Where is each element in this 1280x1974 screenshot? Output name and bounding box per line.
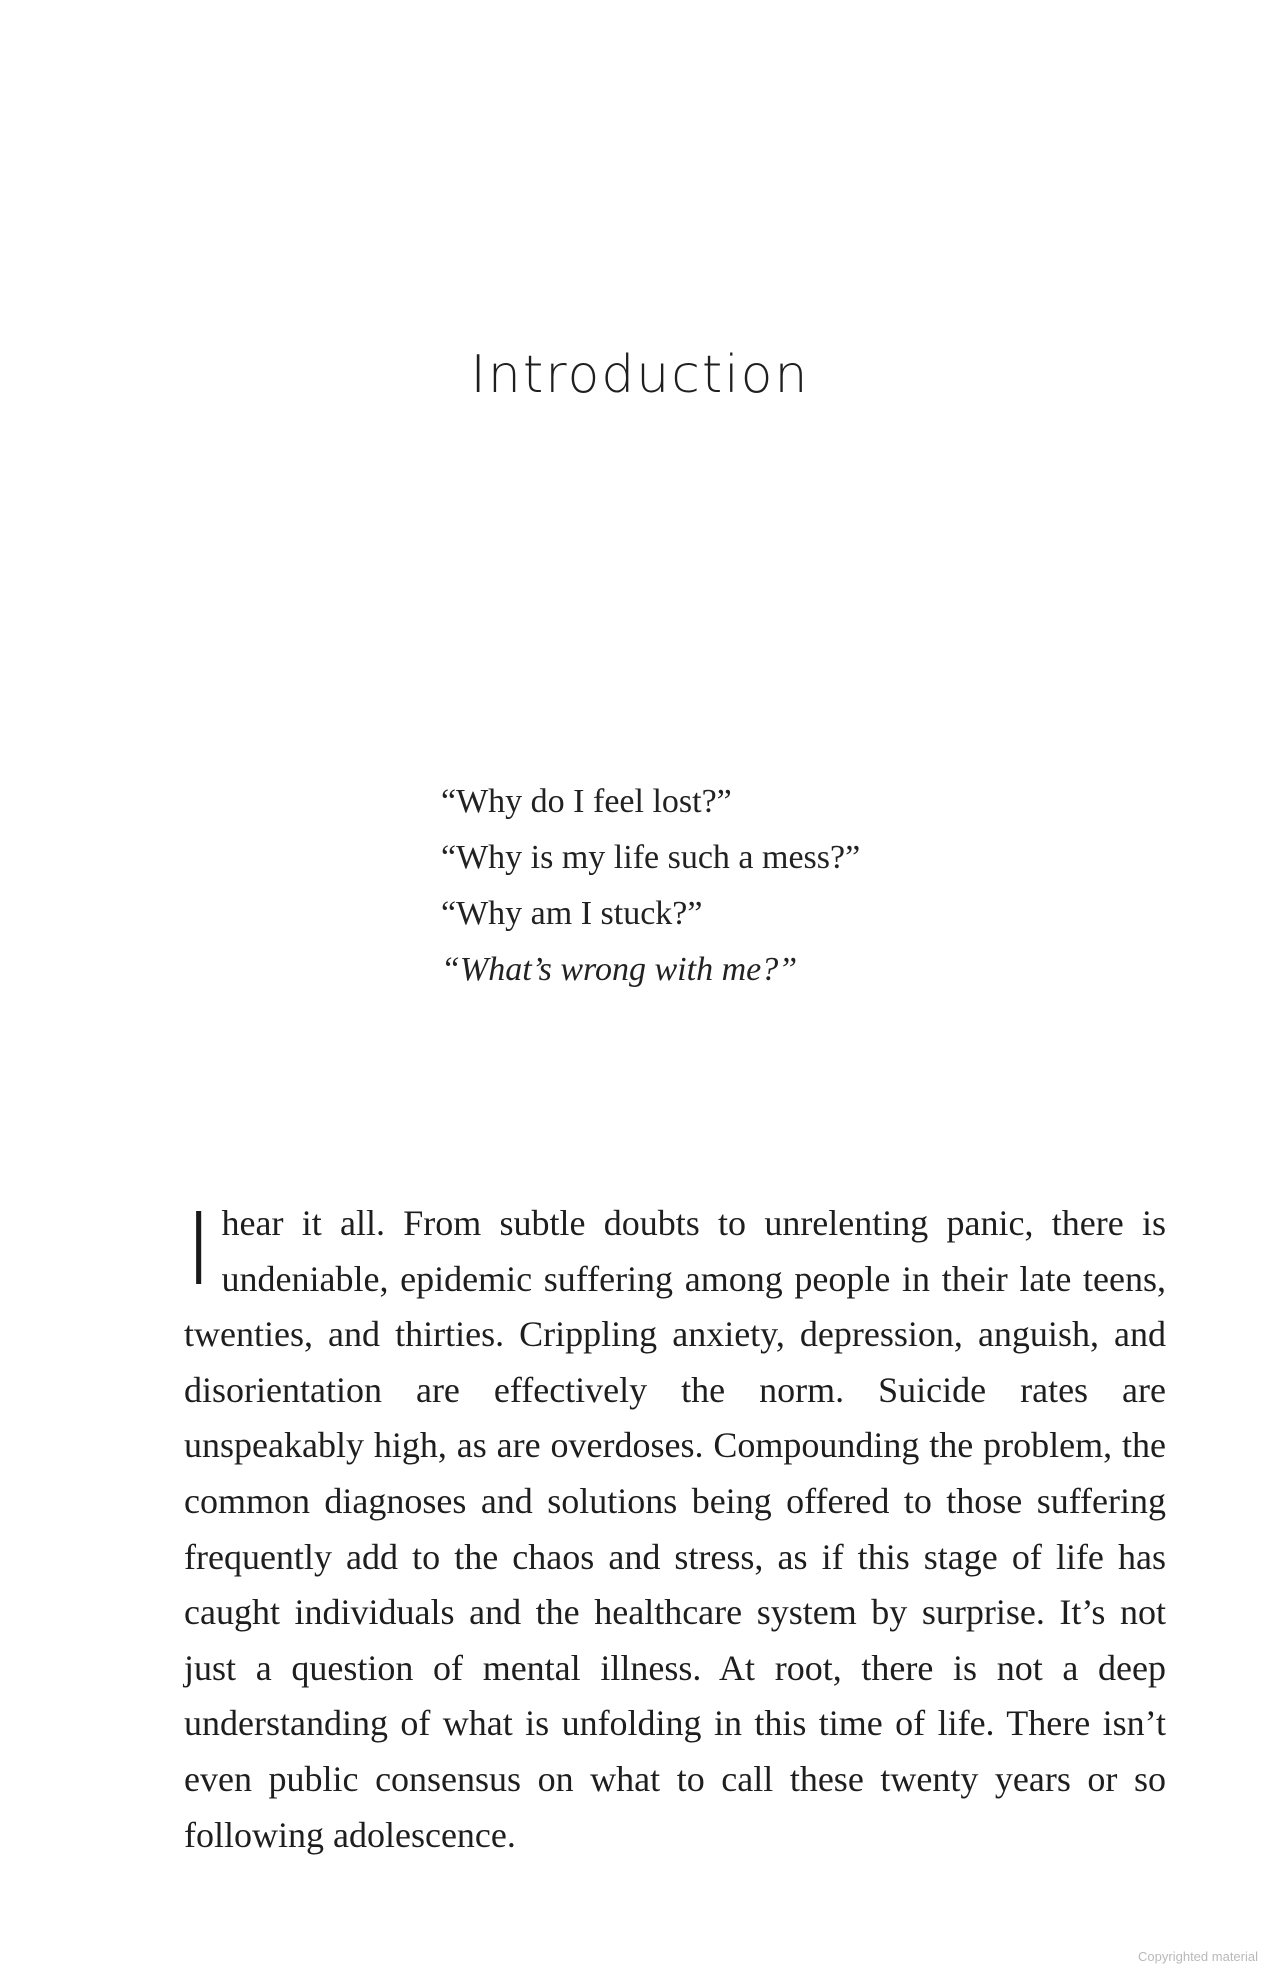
body-paragraph [184,1191,1166,1863]
epigraph-line: “Why do I feel lost?” [441,783,732,820]
copyright-notice: Copyrighted material [1138,1949,1258,1964]
chapter-title: Introduction [470,345,810,405]
epigraph-line-italic: “What’s wrong with me?” [441,951,798,988]
drop-cap: I [184,1191,214,1308]
epigraph-line: “Why am I stuck?” [441,895,703,932]
epigraph [441,774,1001,998]
epigraph-line: “Why is my life such a mess?” [441,839,861,876]
paragraph-text: hear it all. From subtle doubts to unrelenting panic, there is undeniable, epidemic suffering among people in their late teens, twenties, and thirties. Crippling anxiety, depression, anguish, and disorientation are effectively the norm. Suicide rates are unspeakably high, as are overdoses. Compounding the problem, the common diagnoses and solutions being offered to those suffering frequently add to the chaos and stress, as if this stage of life has caught individuals and the healthcare system by surprise. It’s not just a question of mental illness. At root, there is not a deep understanding of what is unfolding in this time of life. There isn’t even public consensus on what to call these twenty years or so following adolescence. [184,1203,1166,1855]
